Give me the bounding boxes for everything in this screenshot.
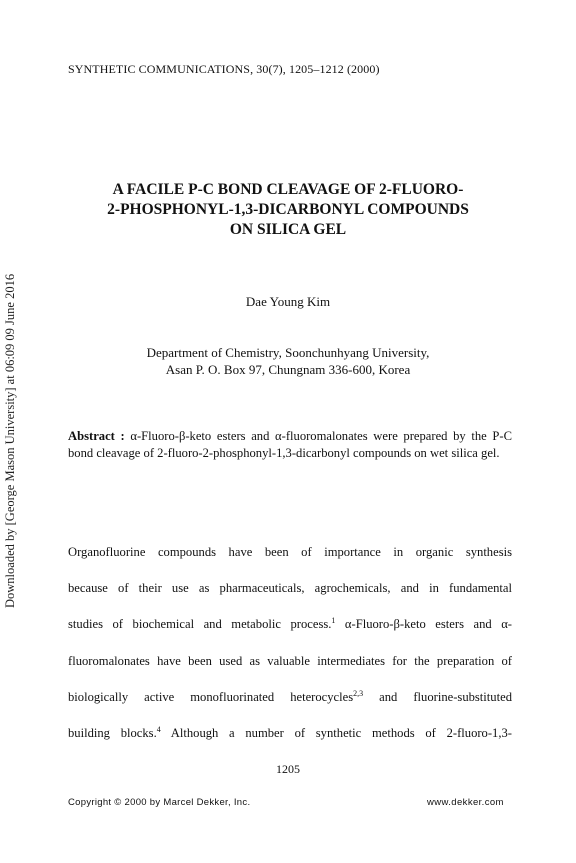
body-line: biologically active monofluorinated heterocycles$^{2,3}$ and fluorine-substituted bbox=[68, 688, 512, 704]
body-line: studies of biochemical and metabolic process.$^1$ α-Fluoro-β-keto esters and α- bbox=[68, 616, 512, 632]
body-text bbox=[68, 534, 512, 751]
body-line: fluoromalonates have been used as valuable intermediates for the preparation of bbox=[68, 653, 512, 668]
article-title bbox=[60, 180, 516, 240]
affiliation-line: Asan P. O. Box 97, Chungnam 336-600, Korea bbox=[165, 362, 411, 377]
body-line: because of their use as pharmaceuticals, agrochemicals, and in fundamental bbox=[68, 581, 512, 596]
abstract bbox=[68, 428, 512, 461]
citation-superscript: 2,3 bbox=[353, 688, 364, 698]
download-watermark: Downloaded by [George Mason University] at 06:09 09 June 2016 bbox=[3, 273, 17, 608]
copyright-notice: Copyright © 2000 by Marcel Dekker, Inc. bbox=[68, 797, 251, 808]
page-number: 1205 bbox=[276, 762, 300, 776]
abstract-label: Abstract : bbox=[68, 429, 125, 443]
title-line: A FACILE P-C BOND CLEAVAGE OF 2-FLUORO- bbox=[112, 181, 464, 198]
body-line: building blocks.$^4$ Although a number of synthetic methods of 2-fluoro-1,3- bbox=[68, 724, 512, 741]
citation-superscript: 1 bbox=[331, 616, 336, 626]
author-affiliation bbox=[0, 344, 576, 378]
publisher-website: www.dekker.com bbox=[427, 797, 504, 808]
body-line: Organofluorine compounds have been of importance in organic synthesis bbox=[68, 545, 512, 559]
title-line: 2-PHOSPHONYL-1,3-DICARBONYL COMPOUNDS bbox=[107, 201, 469, 218]
affiliation-line: Department of Chemistry, Soonchunhyang University, bbox=[146, 345, 430, 360]
citation-superscript: 4 bbox=[156, 724, 161, 734]
journal-citation: SYNTHETIC COMMUNICATIONS, 30(7), 1205–1212 (2000) bbox=[68, 62, 380, 76]
title-line: ON SILICA GEL bbox=[229, 221, 347, 238]
author-name: Dae Young Kim bbox=[245, 294, 331, 309]
abstract-text: α-Fluoro-β-keto esters and α-fluoromalonates were prepared by the P-C bond cleavage of 2-fluoro-2-phosphonyl-1,3-dicarbonyl compounds on wet silica gel. bbox=[68, 429, 512, 460]
